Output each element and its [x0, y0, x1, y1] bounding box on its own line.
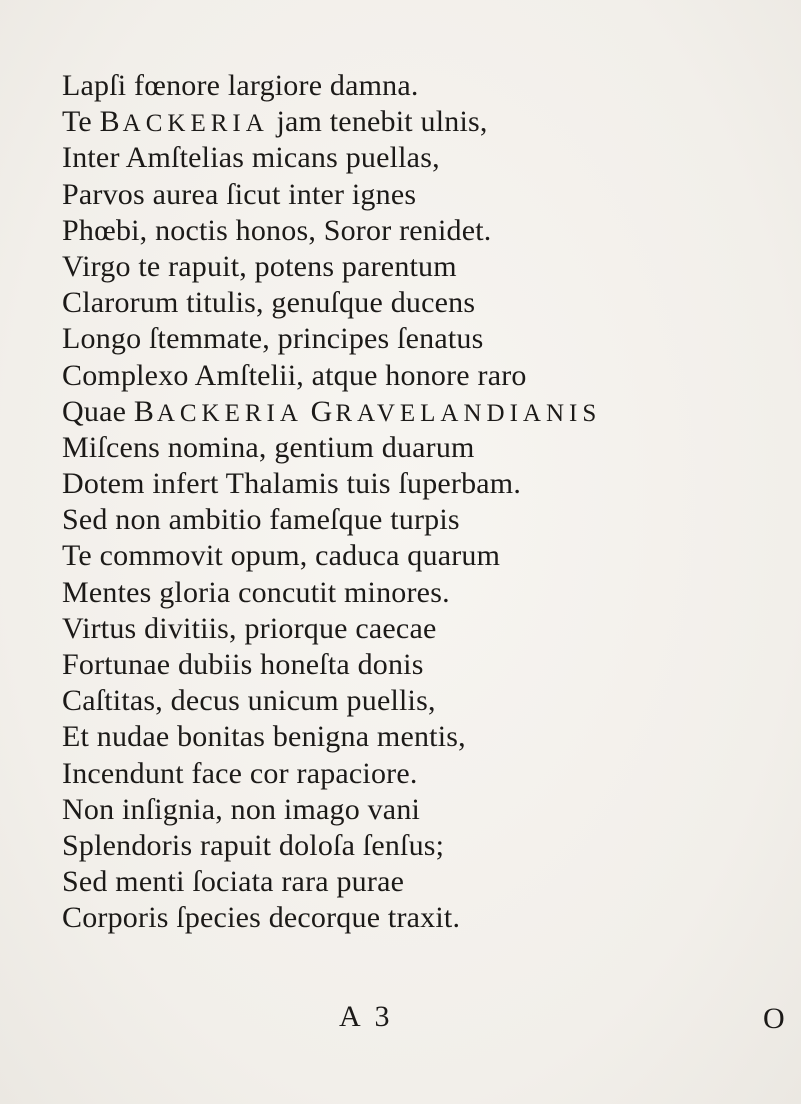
name-backeria: BACKERIA [133, 394, 303, 428]
poem-line: Mentes gloria concutit minores. [62, 575, 450, 609]
poem-line: Complexo Amſtelii, atque honore raro [62, 358, 527, 392]
poem-line: Incendunt face cor rapaciore. [62, 756, 418, 790]
poem-line: Et nudae bonitas benigna mentis, [62, 720, 466, 754]
poem-line: Virtus divitiis, priorque caecae [62, 611, 437, 645]
poem-text [62, 68, 782, 937]
poem-line: Non inſignia, non imago vani [62, 792, 421, 826]
name-backeria: BACKERIA [99, 105, 269, 139]
poem-line: Te commovit opum, caduca quarum [62, 539, 501, 573]
name-gravelandianis: GRAVELANDIANIS [310, 394, 602, 428]
poem-line: Caſtitas, decus unicum puellis, [62, 684, 436, 718]
catchword: O [763, 1002, 785, 1035]
poem-line-start: Te [62, 105, 92, 139]
poem-line: Miſcens nomina, gentium duarum [62, 430, 475, 464]
poem-line-end: jam tenebit ulnis, [276, 105, 488, 139]
poem-line: Lapſi fœnore largiore damna. [62, 69, 419, 102]
poem-line: Fortunae dubiis honeſta donis [62, 648, 424, 681]
page-footer [0, 1000, 801, 1040]
poem-line: Sed non ambitio fameſque turpis [62, 503, 460, 537]
poem-line: Splendoris rapuit doloſa ſenſus; [62, 828, 445, 862]
poem-line: Sed menti ſociata rara purae [62, 865, 405, 899]
poem-line: Virgo te rapuit, potens parentum [62, 249, 457, 283]
poem-line: Parvos aurea ſicut inter ignes [62, 177, 417, 211]
poem-line: Phœbi, noctis honos, Soror renidet. [62, 213, 492, 247]
poem-line: Dotem infert Thalamis tuis ſuperbam. [62, 467, 522, 501]
poem-line: Clarorum titulis, genuſque ducens [62, 286, 476, 320]
poem-line: Corporis ſpecies decorque traxit. [62, 901, 461, 935]
poem-line [62, 394, 782, 430]
poem-line: Inter Amſtelias micans puellas, [62, 141, 440, 175]
poem-line-start: Quae [62, 394, 127, 428]
poem-line [62, 104, 782, 140]
poem-line: Longo ſtemmate, principes ſenatus [62, 322, 484, 356]
signature-mark: A 3 [339, 1000, 394, 1033]
